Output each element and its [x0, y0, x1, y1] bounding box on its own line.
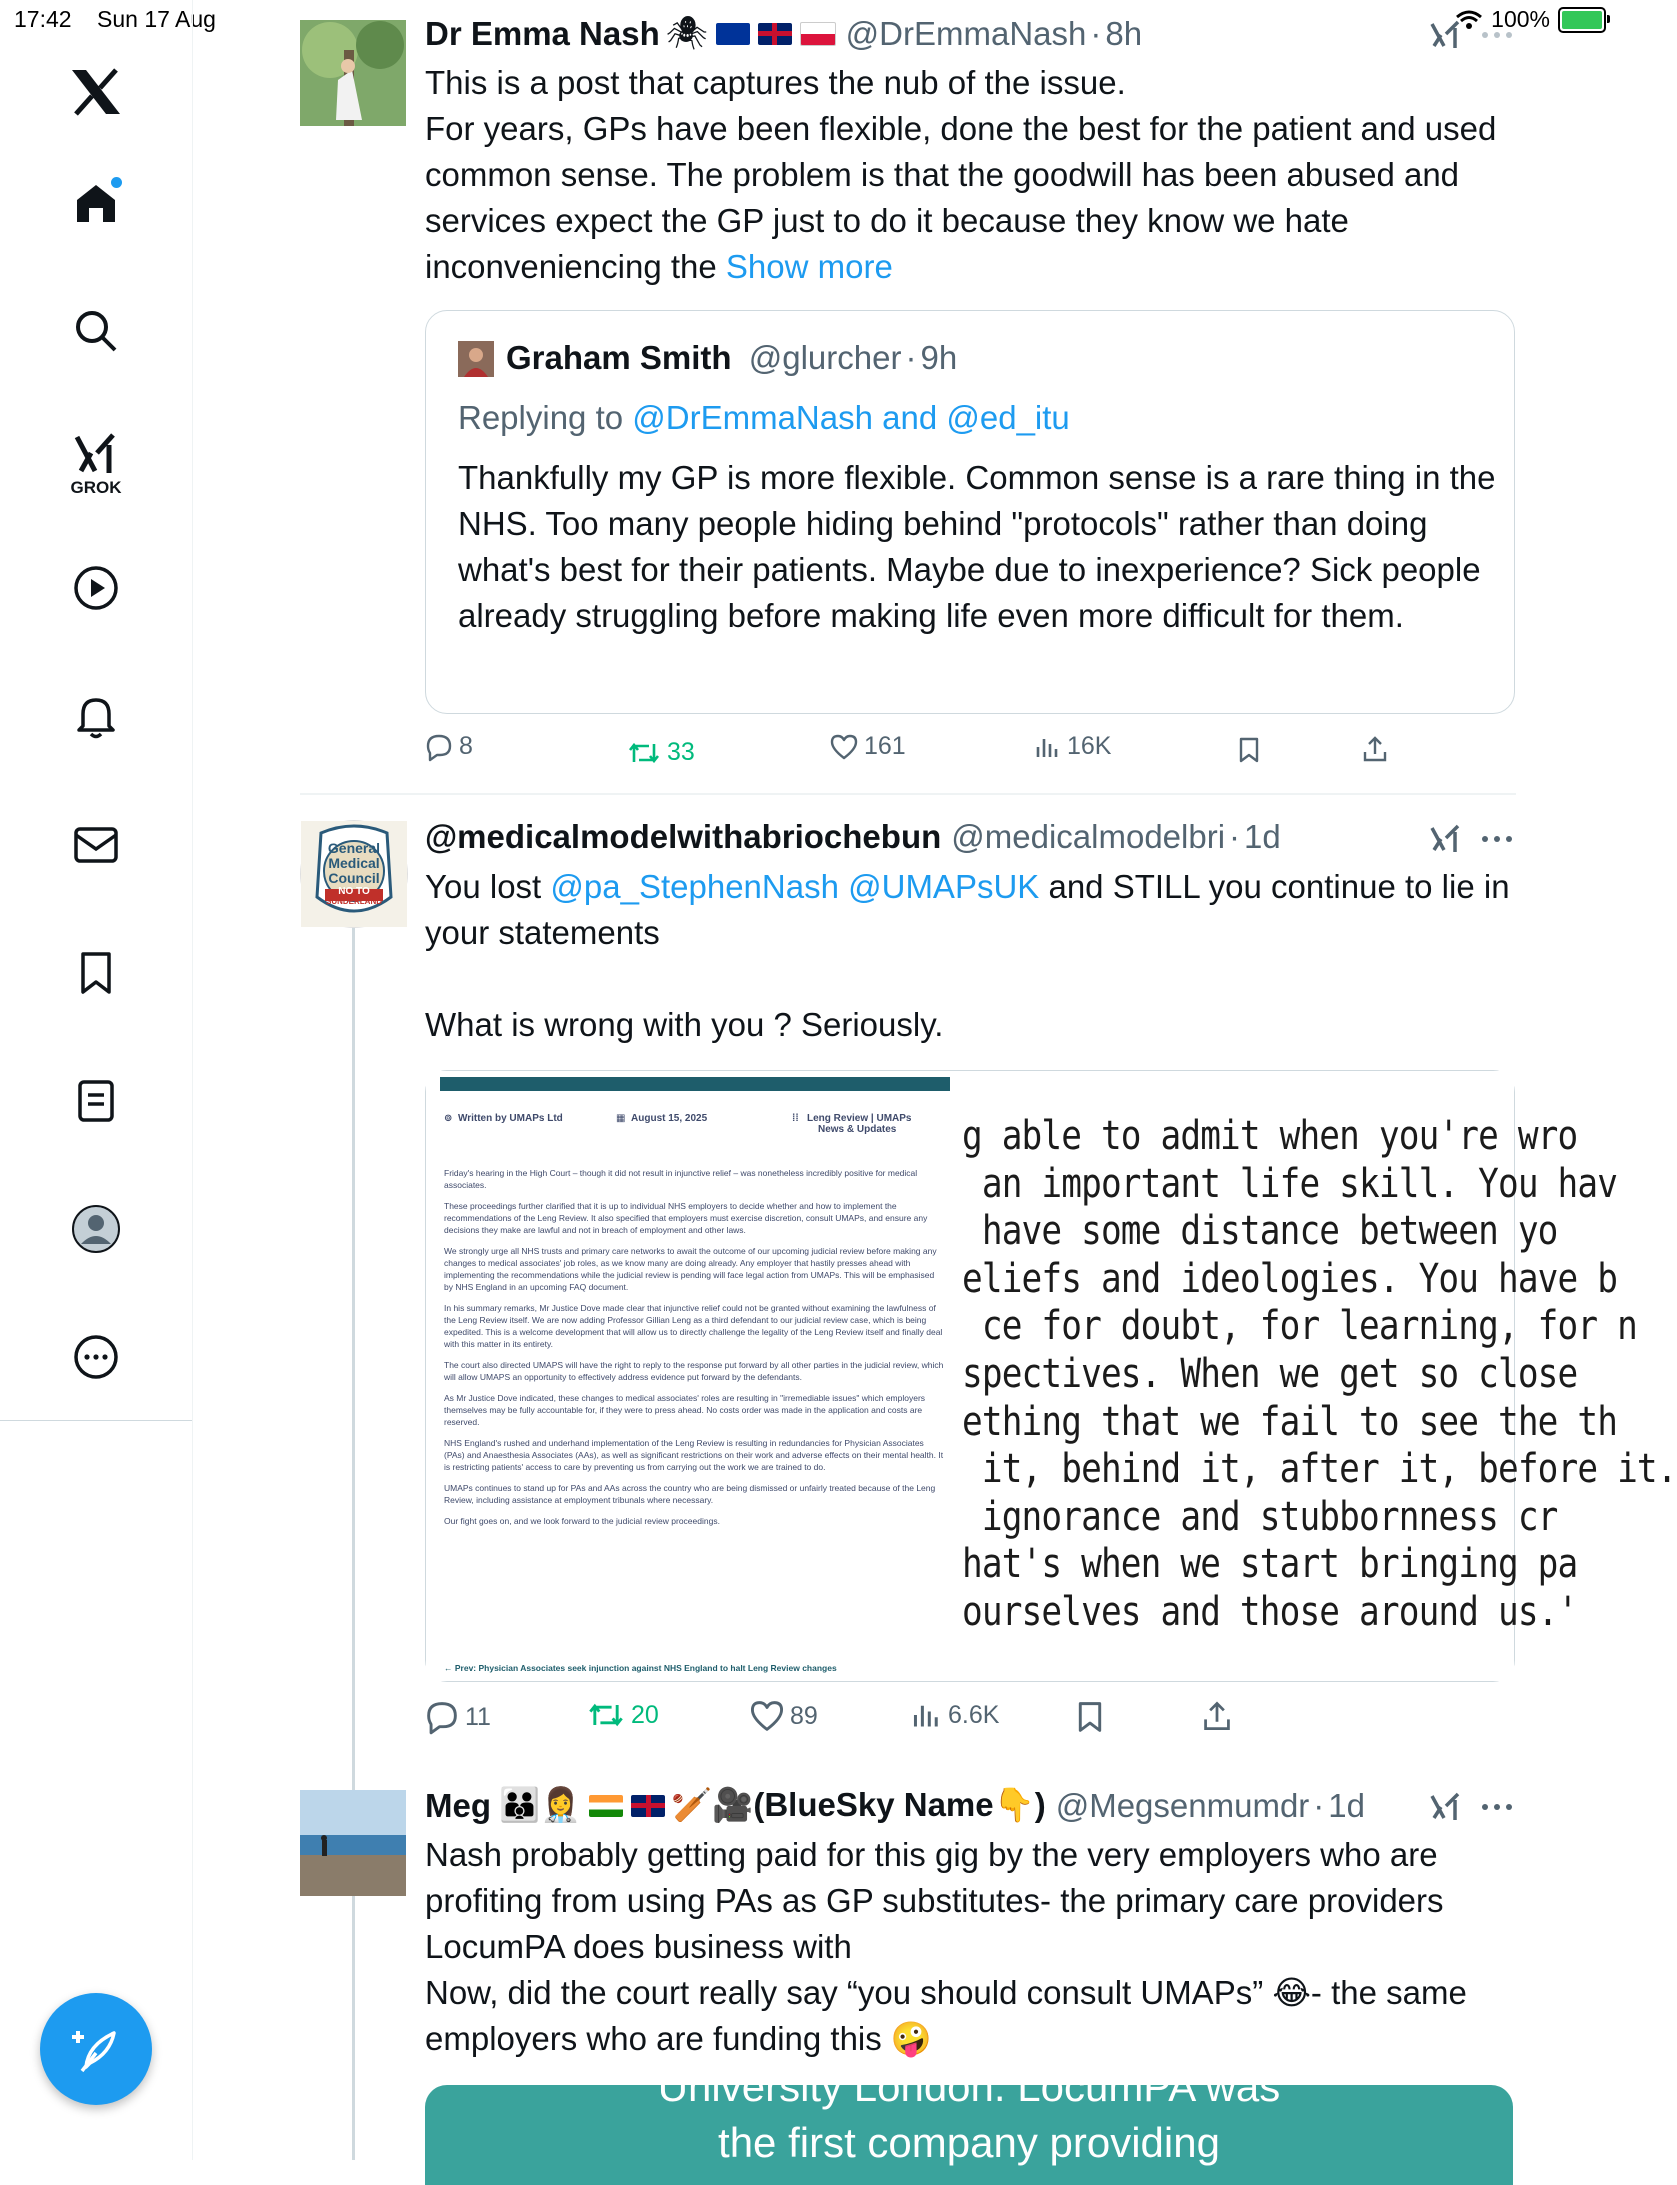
more-options-icon[interactable]: [1480, 1802, 1514, 1812]
mail-icon: [73, 825, 119, 865]
article-category: ⁞⁞ Leng Review | UMAPs News & Updates: [792, 1113, 912, 1135]
article-date: ▦ August 15, 2025: [616, 1113, 708, 1124]
like-count: 89: [790, 1701, 818, 1730]
heart-icon: [750, 1700, 784, 1732]
repost-icon: [587, 1700, 625, 1730]
post-header: Meg 👪👩‍⚕️ 🏏🎥(BlueSky Name👇) @Megsenmumdr · 1d: [425, 1786, 1366, 1824]
sidebar: [0, 0, 193, 2160]
thread-line: [352, 926, 355, 2160]
post-time[interactable]: 1d: [1328, 1786, 1366, 1824]
share-icon[interactable]: [1201, 1700, 1233, 1732]
bookmark-icon: [76, 950, 116, 996]
repost-count: 33: [667, 738, 695, 766]
status-time: 17:42: [14, 6, 72, 32]
article-header-bar: [440, 1077, 950, 1091]
quote-time: 9h: [920, 339, 958, 376]
post-time[interactable]: 1d: [1244, 818, 1281, 855]
replying-to: Replying to @DrEmmaNash and @ed_itu: [458, 399, 1070, 436]
mention-link[interactable]: @DrEmmaNash: [632, 399, 873, 436]
bookmark-icon[interactable]: [1237, 736, 1261, 764]
battery-level: [1562, 11, 1602, 29]
quoted-post[interactable]: [425, 310, 1515, 714]
post-actions: [425, 732, 1515, 776]
sidebar-divider: [0, 1420, 192, 1421]
reply-button[interactable]: [425, 732, 473, 761]
quote-image-line: an important life skill. You hav: [962, 1160, 1618, 1207]
quote-text: Thankfully my GP is more flexible. Common sense is a rare thing in the NHS. Too many people hiding behind "protocols" rather than doing what's best for their patients. Maybe due to inexperience? Sick people already struggling before making life even more difficult for them.: [458, 459, 1496, 634]
quote-image-line: g able to admit when you're wro: [962, 1113, 1578, 1159]
avatar[interactable]: [300, 1790, 406, 1896]
post-text: Nash probably getting paid for this gig by the very employers who are profiting from using PAs as GP substitutes- the primary care providers LocumPA does business with Now, did the court really say “you should consult UMAPs” 😂- the same employers who are funding this 🤪: [425, 1836, 1467, 2057]
sidebar-item-bookmarks[interactable]: [56, 933, 136, 1013]
views-button[interactable]: [912, 1700, 999, 1730]
poland-flag-icon: [800, 22, 836, 46]
avatar[interactable]: [300, 20, 406, 126]
article-author: ⊚ Written by UMAPs Ltd: [444, 1113, 563, 1124]
more-options-icon[interactable]: [1480, 834, 1514, 844]
grok-explain-icon[interactable]: [1428, 1788, 1464, 1824]
play-icon: [73, 565, 119, 611]
search-icon: [74, 309, 118, 353]
more-options-icon[interactable]: [1480, 30, 1514, 40]
sidebar-item-lists[interactable]: [56, 1061, 136, 1141]
view-count: 16K: [1067, 732, 1112, 760]
notification-dot: [111, 177, 122, 188]
heart-icon: [830, 734, 858, 760]
author-handle[interactable]: @medicalmodelbri: [951, 818, 1226, 855]
status-indicators: [1455, 6, 1606, 33]
grok-explain-icon[interactable]: [1428, 820, 1464, 856]
status-date: Sun 17 Aug: [97, 6, 216, 32]
post-divider: [300, 793, 1516, 795]
reply-icon: [425, 1700, 459, 1734]
sidebar-item-home[interactable]: [56, 163, 136, 243]
repost-button[interactable]: [627, 738, 695, 767]
post-time[interactable]: 8h: [1105, 14, 1143, 52]
quote-image-line: ourselves and those around us.': [962, 1588, 1578, 1635]
image-text-line: University London. LocumPA was: [657, 2063, 1281, 2110]
quote-image-line: it, behind it, after it, before it.: [962, 1446, 1677, 1493]
article-body: Friday's hearing in the High Court – though it did not result in injunctive relief – was nonetheless incredibly positive for medical associates. These proceedings further clarified that it is up to individual NHS employers to decide whether and how to implement the recommendations of the Leng Review. It also specified that employers must exercise discretion, consult UMAPs, and ensure any decisions they make are lawful and not in breach of employment and other laws. We strongly urge all NHS trusts and primary care networks to await the outcome of our upcoming judicial review before making any changes to medical associates' job roles, as we know many are doing already. Any employer that hastily presses ahead with implementing the recommendations while the judicial review is pending will face legal action from UMAPs. This will be emphasised by NHS England in an upcoming FAQ document. In his summary remarks, Mr Justice Dove made clear that injunctive relief could not be granted without examining the lawfulness of the Leng Review itself. We are now adding Professor Gillian Leng as a third defendant to our judicial review case, which is being expedited. This is a welcome development that will allow us to directly challenge the legality of the Leng Review itself and finally deal with this matter in its entirety. The court also directed UMAPS will have the right to reply to the response put forward by all other parties in the judicial review, which will allow UMAPS an opportunity to effectively address evidence put forward by the defendants. As Mr Justice Dove indicated, these changes to medical associates' roles are resulting in "irremediable issues" which employers themselves may be fully accountable for, if they were to press ahead. No costs order was made in the application and costs are reserved. NHS England's rushed and underhand implementation of the Leng Review is resulting in redundancies for Physician Associates (PAs) and Anaesthesia Associates (AAs), as well as significant restrictions on their work and adverse effects on their mental health. It is restricting patients' access to care by preventing us from carrying out the work we are trained to do. UMAPs continues to stand up for PAs and AAs across the country who are being dismissed or unfairly treated because of the Leng Review, including assistance at employment tribunals where necessary. Our fight goes on, and we look forward to the judicial review proceedings.: [444, 1168, 944, 1526]
uk-flag-icon: [631, 1795, 665, 1817]
sidebar-item-messages[interactable]: [56, 805, 136, 885]
avatar[interactable]: [300, 820, 408, 928]
show-more-link[interactable]: Show more: [725, 248, 893, 285]
author-name[interactable]: @medicalmodelwithabriochebun: [425, 818, 942, 855]
x-logo-icon[interactable]: [56, 52, 136, 132]
post-text: This is a post that captures the nub of the issue. For years, GPs have been flexible, done the best for the patient and used common sense. The problem is that the goodwill has been abused and services expect the GP just to do it because they know we hate inconveniencing the Show more: [425, 64, 1497, 285]
repost-button[interactable]: [587, 1700, 659, 1730]
avatar-badge-text: General Medical Council NO TO SUNDERLAND: [326, 840, 382, 906]
author-handle[interactable]: @DrEmmaNash: [845, 14, 1087, 52]
image-text-line: the first company providing: [718, 2119, 1220, 2166]
author-emoji: 👪👩‍⚕️: [499, 1786, 582, 1823]
sidebar-item-profile[interactable]: [56, 1189, 136, 1269]
article-prev-link: ← Prev: Physician Associates seek injunction against NHS England to halt Leng Review changes: [444, 1663, 837, 1673]
reply-count: 11: [465, 1702, 491, 1731]
views-button[interactable]: [1035, 732, 1111, 761]
list-icon: [76, 1078, 116, 1124]
views-icon: [1035, 735, 1061, 759]
battery-percent: 100%: [1491, 6, 1550, 32]
sidebar-item-explore[interactable]: [56, 291, 136, 371]
reply-count: 8: [459, 732, 473, 760]
quote-image-line: ignorance and stubbornness cr: [962, 1493, 1558, 1540]
mention-link[interactable]: @pa_StephenNash: [550, 868, 839, 905]
bookmark-icon[interactable]: [1075, 1700, 1105, 1734]
sidebar-item-videos[interactable]: [56, 548, 136, 628]
post-actions: [425, 1700, 1515, 1744]
compose-button[interactable]: [40, 1993, 152, 2105]
quote-author-handle: @glurcher: [748, 339, 902, 376]
grok-explain-icon[interactable]: [1428, 16, 1464, 52]
more-circle-icon: [73, 1334, 119, 1380]
quote-image-line: eliefs and ideologies. You have b: [962, 1255, 1618, 1302]
article-screenshot: [426, 1071, 966, 1681]
like-button[interactable]: [750, 1700, 818, 1732]
quote-image-line: spectives. When we get so close: [962, 1350, 1578, 1397]
repost-count: 20: [631, 1700, 659, 1729]
quote-image-line: ce for doubt, for learning, for n: [962, 1303, 1637, 1350]
quote-image-line: ething that we fail to see the th: [962, 1398, 1618, 1445]
quote-image-text: [962, 1113, 1677, 1637]
author-name[interactable]: Meg: [425, 1786, 491, 1824]
repost-icon: [627, 740, 661, 766]
grok-label: GROK: [70, 478, 122, 497]
home-icon: [73, 180, 119, 226]
quote-image-line: have some distance between yo: [962, 1208, 1558, 1255]
eu-flag-icon: [716, 23, 750, 45]
india-flag-icon: [589, 1795, 623, 1817]
uk-flag-icon: [758, 23, 792, 45]
like-button[interactable]: [830, 732, 906, 761]
quote-avatar: [458, 341, 494, 377]
grok-icon: [73, 431, 119, 475]
post-header: Dr Emma Nash 🕷 @DrEmmaNash · 8h: [425, 14, 1143, 52]
quote-image-line: hat's when we start bringing pa: [962, 1541, 1578, 1588]
post-header: @medicalmodelwithabriochebun @medicalmodelbri · 1d: [425, 818, 1281, 855]
mention-link[interactable]: @ed_itu: [946, 399, 1070, 436]
author-name[interactable]: Dr Emma Nash: [425, 14, 660, 52]
profile-icon: [71, 1204, 121, 1254]
post-text: You lost @pa_StephenNash @UMAPsUK and STILL you continue to lie in your statements What is wrong with you ? Seriously.: [425, 868, 1510, 1043]
sidebar-item-notifications[interactable]: [56, 677, 136, 757]
reply-icon: [425, 733, 453, 761]
battery-icon: [1558, 7, 1606, 33]
mention-link[interactable]: @UMAPsUK: [848, 868, 1040, 905]
bell-icon: [73, 694, 119, 740]
post-image[interactable]: [425, 1070, 1677, 1682]
author-handle[interactable]: @Megsenmumdr: [1055, 1786, 1310, 1824]
quote-image: [962, 1071, 1677, 1681]
sidebar-item-more[interactable]: [56, 1317, 136, 1397]
like-count: 161: [864, 732, 906, 760]
compose-icon: [70, 2023, 122, 2075]
view-count: 6.6K: [948, 1700, 1000, 1729]
post-image[interactable]: [425, 2063, 1513, 2185]
quote-author-name: Graham Smith: [506, 339, 732, 376]
views-icon: [912, 1700, 942, 1730]
reply-button[interactable]: [425, 1700, 491, 1734]
author-emoji: 🕷: [665, 14, 708, 51]
author-name-suffix: 🏏🎥(BlueSky Name👇): [671, 1786, 1046, 1823]
share-icon[interactable]: [1361, 735, 1389, 763]
quote-header: Graham Smith @glurcher · 9h: [506, 339, 958, 376]
